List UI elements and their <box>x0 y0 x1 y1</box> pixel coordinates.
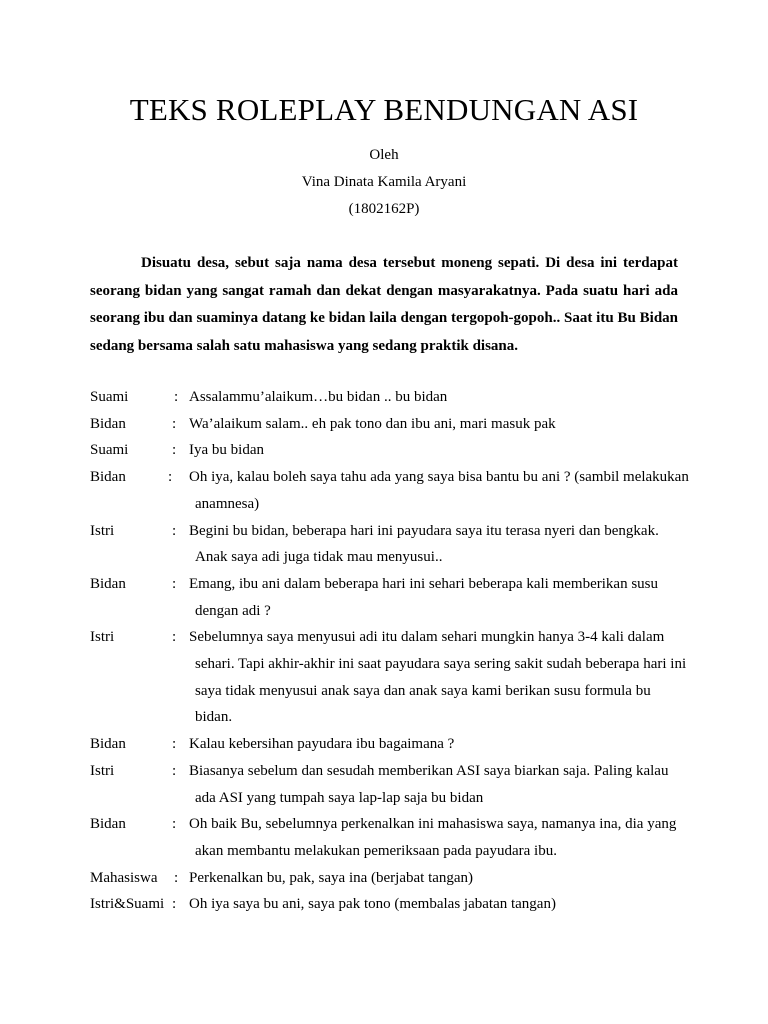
speaker-name: Bidan <box>90 816 126 833</box>
speaker-name: Bidan <box>90 736 126 753</box>
speech-line: dengan adi ? <box>195 602 271 619</box>
speaker-name: Bidan <box>90 469 126 486</box>
speaker-colon: : <box>174 869 179 886</box>
dialogue-line <box>90 464 690 517</box>
dialogue-line <box>90 731 690 758</box>
document-title: TEKS ROLEPLAY BENDUNGAN ASI <box>129 92 639 127</box>
speech-line: akan membantu melakukan pemeriksaan pada payudara ibu. <box>195 842 557 859</box>
speech-text <box>179 865 689 892</box>
speaker-name: Mahasiswa <box>90 869 158 886</box>
speaker-name: Istri <box>90 762 115 779</box>
speaker-name: Istri <box>90 629 115 646</box>
dialogue-line <box>90 865 690 892</box>
speech-line: Emang, ibu ani dalam beberapa hari ini sehari beberapa kali memberikan susu <box>189 575 658 592</box>
speech-text <box>179 518 689 571</box>
speaker-name: Suami <box>90 389 129 405</box>
speaker-colon: : <box>172 896 177 913</box>
speech-text <box>179 464 689 517</box>
dialogue-line <box>90 518 690 571</box>
by-label: Oleh <box>369 147 399 163</box>
speech-line: saya tidak menyusui anak saya dan anak saya kami berikan susu formula bu <box>195 682 651 699</box>
speaker-name: Istri&Suami <box>90 896 165 913</box>
speaker-colon: : <box>168 469 173 486</box>
dialogue-line <box>90 437 690 464</box>
speech-line: Begini bu bidan, beberapa hari ini payudara saya itu terasa nyeri dan bengkak. <box>189 522 659 539</box>
speaker-name: Bidan <box>90 575 126 592</box>
speaker-name: Istri <box>90 522 115 539</box>
speaker-colon: : <box>172 629 177 646</box>
speech-line: Iya bu bidan <box>189 442 264 459</box>
speech-text <box>179 624 689 731</box>
speech-line: Wa’alaikum salam.. eh pak tono dan ibu ani, mari masuk pak <box>189 415 556 432</box>
speech-line: Biasanya sebelum dan sesudah memberikan ASI saya biarkan saja. Paling kalau <box>189 762 669 779</box>
speech-line: ada ASI yang tumpah saya lap-lap saja bu bidan <box>195 789 484 806</box>
dialogue-line <box>90 571 690 624</box>
speech-text <box>179 437 689 464</box>
speaker-colon: : <box>172 575 177 592</box>
speech-line: Kalau kebersihan payudara ibu bagaimana ? <box>189 736 455 753</box>
author-name: Vina Dinata Kamila Aryani <box>301 174 467 190</box>
dialogue-line <box>90 811 690 864</box>
dialogue-line <box>90 758 690 811</box>
speech-line: anamnesa) <box>195 495 260 512</box>
speech-line: sehari. Tapi akhir-akhir ini saat payudara saya sering sakit sudah beberapa hari ini <box>195 656 687 673</box>
speaker-name: Bidan <box>90 415 126 432</box>
dialogue-line <box>90 384 690 411</box>
speech-line: Assalammu’alaikum…bu bidan .. bu bidan <box>189 389 448 405</box>
speaker-colon: : <box>172 816 177 833</box>
student-id: (1802162P) <box>348 201 420 217</box>
intro-paragraph: Disuatu desa, sebut saja nama desa tersebut moneng sepati. Di desa ini terdapat seorang bidan yang sangat ramah dan dekat dengan masyarakatnya. Pada suatu hari ada seorang ibu dan suaminya datang ke bidan laila dengan tergopoh-gopoh.. Saat itu Bu Bidan sedang bersama salah satu mahasiswa yang sedang praktik disana. <box>90 255 678 354</box>
speech-text <box>179 571 689 624</box>
speech-text <box>179 891 689 918</box>
speaker-colon: : <box>172 762 177 779</box>
speech-line: Oh iya, kalau boleh saya tahu ada yang saya bisa bantu bu ani ? (sambil melakukan <box>189 469 689 486</box>
speech-line: Sebelumnya saya menyusui adi itu dalam sehari mungkin hanya 3-4 kali dalam <box>189 629 665 646</box>
speech-text <box>179 731 689 758</box>
speech-text <box>179 384 689 411</box>
speech-text <box>179 758 689 811</box>
speaker-colon: : <box>172 415 177 432</box>
speaker-colon: : <box>172 736 177 753</box>
dialogue-line <box>90 891 690 918</box>
speech-line: Anak saya adi juga tidak mau menyusui.. <box>195 549 443 566</box>
speech-line: Oh baik Bu, sebelumnya perkenalkan ini mahasiswa saya, namanya ina, dia yang <box>189 816 677 833</box>
dialogue-line <box>90 411 690 438</box>
speech-text <box>179 811 689 864</box>
dialogue-line <box>90 624 690 731</box>
dialogue-list <box>90 384 690 918</box>
speaker-name: Suami <box>90 442 129 459</box>
speech-line: Oh iya saya bu ani, saya pak tono (membalas jabatan tangan) <box>189 896 556 913</box>
speaker-colon: : <box>172 442 177 459</box>
speaker-colon: : <box>174 389 179 405</box>
speech-line: Perkenalkan bu, pak, saya ina (berjabat tangan) <box>189 869 474 886</box>
speaker-colon: : <box>172 522 177 539</box>
speech-text <box>179 411 689 438</box>
speech-line: bidan. <box>195 709 233 726</box>
